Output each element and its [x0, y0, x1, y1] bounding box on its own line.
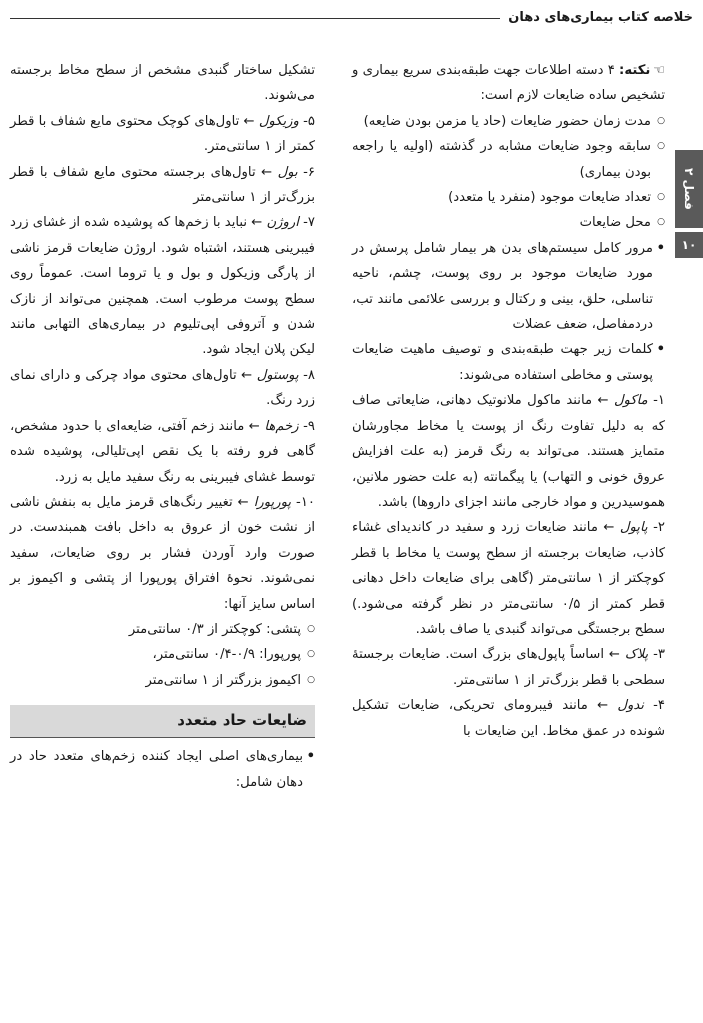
term-plaque: ۳- پلاک ← اساساً پاپول‌های بزرگ است. ضایعات برجستهٔ سطحی با قطر بزرگ‌تر از ۱ سانتی‌متر. [352, 647, 666, 688]
bullet-paragraph: • کلمات زیر جهت طبقه‌بندی و توصیف ماهیت ضایعات پوستی و مخاطی استفاده می‌شوند: [352, 337, 665, 388]
page-number: ۱۰ [675, 232, 703, 258]
note-item: ○ محل ضایعات [352, 210, 665, 235]
right-column [352, 58, 665, 744]
size-item: ○ اکیموز بزرگتر از ۱ سانتی‌متر [10, 668, 315, 693]
size-item: ○ پتشی: کوچکتر از ۰/۳ سانتی‌متر [10, 617, 315, 642]
term-pustule: ۸- پوستول ← تاول‌های محتوی مواد چرکی و دارای نمای زرد رنگ. [10, 367, 315, 409]
term-vesicle: ۵- وزیکول ← تاول‌های کوچک محتوی مایع شفاف با قطر کمتر از ۱ سانتی‌متر. [10, 113, 316, 155]
note-item: ○ مدت زمان حضور ضایعات (حاد یا مزمن بودن ضایعه) [352, 109, 665, 134]
note-item: ○ سابقه وجود ضایعات مشابه در گذشته (اولیه یا راجعه بودن بیماری) [352, 134, 665, 185]
term-nodule: ۴- ندول ← مانند فیبرومای تحریکی، ضایعات تشکیل شونده در عمق مخاط. این ضایعات با [352, 698, 665, 739]
page-header [10, 6, 693, 28]
term-bulla: ۶- بول ← تاول‌های برجسته محتوی مایع شفاف با قطر بزرگ‌تر از ۱ سانتی‌متر [10, 164, 316, 206]
term-papule: ۲- پاپول ← مانند ضایعات زرد و سفید در کاندیدای غشاء کاذب، ضایعات برجسته از سطح پوست یا مخاط با قطر کوچکتر از ۱ سانتی‌متر (گاهی برای ضایعات داخل دهانی قطر کمتر از ۰/۵ سانتی‌متر در نظر گرفته می‌شود.) سطح برجستگی می‌تواند گنبدی یا صاف باشد. [352, 520, 666, 637]
left-column [10, 58, 315, 795]
header-rule [10, 18, 500, 19]
size-item: ○ پورپورا: ۰/۹-۰/۴ سانتی‌متر، [10, 642, 315, 667]
header-title: خلاصه کتاب بیماری‌های دهان [508, 9, 693, 25]
term-macule: ۱- ماکول ← مانند ماکول ملانوتیک دهانی، ضایعاتی صاف که به دلیل تفاوت رنگ از پوست یا مخاط مجاورشان متمایز هستند. می‌تواند به رنگ قرمز (به علت افزایش عروق خونی و التهاب) یا پیگمانته (به علت حضور ملانین، هموسیدرین و مواد خارجی مانند اجزای داروها) باشد. [352, 393, 666, 510]
section-bullet: • بیماری‌های اصلی ایجاد کننده زخم‌های متعدد حاد در دهان شامل: [10, 744, 315, 795]
note-paragraph [352, 58, 665, 109]
term-purpura: ۱۰- پورپورا ← تغییر رنگ‌های قرمز مایل به بنفش ناشی از نشت خون از عروق به داخل بافت همبندست. در صورت وارد آوردن فشار بر روی ضایعات، سفید نمی‌شوند. نحوهٔ افتراق پورپورا از پتشی و اکیموز بر اساس سایز آنها: [10, 494, 315, 612]
bullet-paragraph: • مرور کامل سیستم‌های بدن هر بیمار شامل پرسش در مورد ضایعات موجود بر روی پوست، چشم، ناحیه تناسلی، حلق، بینی و رکتال و بررسی علائمی مانند تب، دردمفاصل، ضعف عضلات [352, 236, 665, 338]
chapter-tab [675, 150, 703, 228]
chapter-tab-label: فصل ۲ [682, 168, 696, 210]
term-ulcer: ۹- زخم‌ها ← مانند زخم آفتی، ضایعه‌ای با حدود مشخص، گاهی فرو رفته با یک نقص اپی‌تلیالی، پوشیده شده توسط غشای فیبرینی به رنگ سفید مایل به زرد. [10, 418, 316, 485]
section-heading: ضایعات حاد متعدد [10, 705, 315, 738]
term-erosion: ۷- اروژن ← نباید با زخم‌ها که پوشیده شده از غشای زرد فیبرینی هستند، اشتباه شود. اروژن ضایعات قرمز ناشی از پارگی وزیکول و بول و یا تروما است. عموماً روی سطح پوست مرطوب است. همچنین می‌تواند از نازک شدن و آتروفی اپی‌تلیوم در بیماری‌های التهابی مانند لیکن پلان ایجاد شود. [10, 215, 316, 358]
note-text: ۴ دسته اطلاعات جهت طبقه‌بندی سریع بیماری و تشخیص ساده ضایعات لازم است: [352, 63, 665, 104]
pointing-hand-icon: ☜ [653, 63, 665, 78]
note-item: ○ تعداد ضایعات موجود (منفرد یا متعدد) [352, 185, 665, 210]
note-label: نکته: [619, 63, 651, 78]
continued-text: تشکیل ساختار گنبدی مشخص از سطح مخاط برجسته می‌شوند. [10, 63, 315, 104]
